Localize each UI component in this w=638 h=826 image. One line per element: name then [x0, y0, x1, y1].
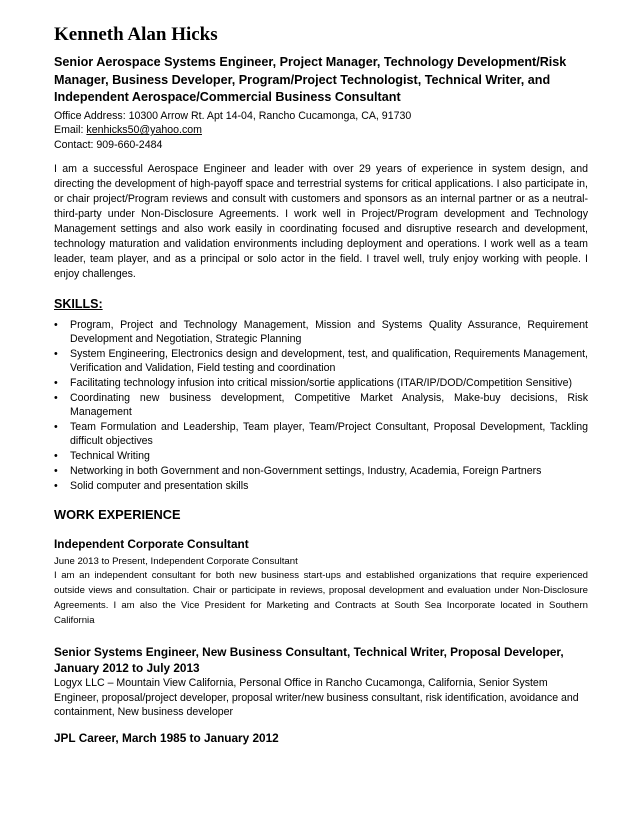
job-dates: June 2013 to Present, Independent Corporate Consultant — [54, 556, 298, 567]
bullet-icon: • — [54, 319, 58, 331]
skill-item — [54, 479, 588, 493]
skills-heading: SKILLS: — [54, 297, 103, 311]
phone-line: Contact: 909-660-2484 — [54, 138, 163, 151]
skill-text: Technical Writing — [70, 450, 150, 462]
email-link[interactable]: kenhicks50@yahoo.com — [86, 124, 202, 136]
bullet-icon: • — [54, 348, 58, 360]
skill-item — [54, 449, 588, 463]
job-title: Senior Systems Engineer, New Business Consultant, Technical Writer, Proposal Developer, January 2012 to July 2013 — [54, 645, 564, 675]
bullet-icon: • — [54, 450, 58, 462]
bullet-icon: • — [54, 377, 58, 389]
skill-text: Solid computer and presentation skills — [70, 480, 249, 492]
job-description: I am an independent consultant for both new business start-ups and established organizations that require experienced outside views and consultation. Chair or participate in reviews, proposal development and evaluation under Non-Disclosure Agreements. I am also the Vice President for Marketing and Contracts at South Sea Incorporate located in Southern California — [54, 570, 588, 626]
job-title: Independent Corporate Consultant — [54, 537, 249, 551]
skill-item — [54, 318, 588, 346]
contact-block — [54, 109, 588, 153]
summary-paragraph: I am a successful Aerospace Engineer and leader with over 29 years of experience in system design, and directing the development of high-payoff space and terrestrial systems for critical applications. I also participate in, or chair project/Program reviews and consult with customers and sponsors as an internal partner or as a neutral-third-party under Non-Disclosure Agreements. I work well in Project/Program development and Technology Management settings and also work easily in coordinating focused and disruptive research and development, technology maturation and validation environments including deployment and operations. I work well as a team leader, team player, and as a principal or solo actor in the field. I travel well, truly enjoy working with people. I enjoy challenges. — [54, 163, 588, 280]
email-line — [54, 123, 588, 138]
skills-list — [54, 318, 588, 493]
skill-text: Team Formulation and Leadership, Team player, Team/Project Consultant, Proposal Development, Tackling difficult objectives — [70, 421, 588, 447]
resume-page — [54, 22, 588, 746]
skill-text: Program, Project and Technology Management, Mission and Systems Quality Assurance, Requirement Development and Negotiation, Strategic Planning — [70, 319, 588, 345]
job-entry — [54, 644, 588, 720]
bullet-icon: • — [54, 480, 58, 492]
skill-text: Coordinating new business development, Competitive Market Analysis, Make-buy decisions, Risk Management — [70, 392, 588, 418]
job-description: Logyx LLC – Mountain View California, Personal Office in Rancho Cucamonga, California, Senior System Engineer, proposal/project developer, proposal writer/new business consultant, risk identification, avoidance and containment, New business developer — [54, 677, 579, 718]
skill-item — [54, 464, 588, 478]
skill-item — [54, 391, 588, 419]
job-entry — [54, 730, 588, 746]
email-label: Email: — [54, 124, 87, 136]
work-experience-heading: WORK EXPERIENCE — [54, 507, 181, 522]
skill-item — [54, 347, 588, 375]
candidate-name: Kenneth Alan Hicks — [54, 24, 218, 45]
job-title: JPL Career, March 1985 to January 2012 — [54, 730, 279, 745]
job-entry — [54, 537, 588, 628]
bullet-icon: • — [54, 465, 58, 477]
skill-item — [54, 376, 588, 390]
skill-text: System Engineering, Electronics design and development, test, and qualification, Requirements Management, Verification and Validation, Field testing and coordination — [70, 348, 588, 374]
skill-item — [54, 420, 588, 448]
professional-headline: Senior Aerospace Systems Engineer, Project Manager, Technology Development/Risk Manager, Business Developer, Program/Project Technologist, Technical Writer, and Independent Aerospace/Commercial Business Consultant — [54, 55, 567, 104]
skill-text: Networking in both Government and non-Government settings, Industry, Academia, Foreign Partners — [70, 465, 542, 477]
office-address: Office Address: 10300 Arrow Rt. Apt 14-04, Rancho Cucamonga, CA, 91730 — [54, 109, 412, 122]
bullet-icon: • — [54, 421, 58, 433]
bullet-icon: • — [54, 392, 58, 404]
skill-text: Facilitating technology infusion into critical mission/sortie applications (ITAR/IP/DOD/Competition Sensitive) — [70, 377, 573, 389]
